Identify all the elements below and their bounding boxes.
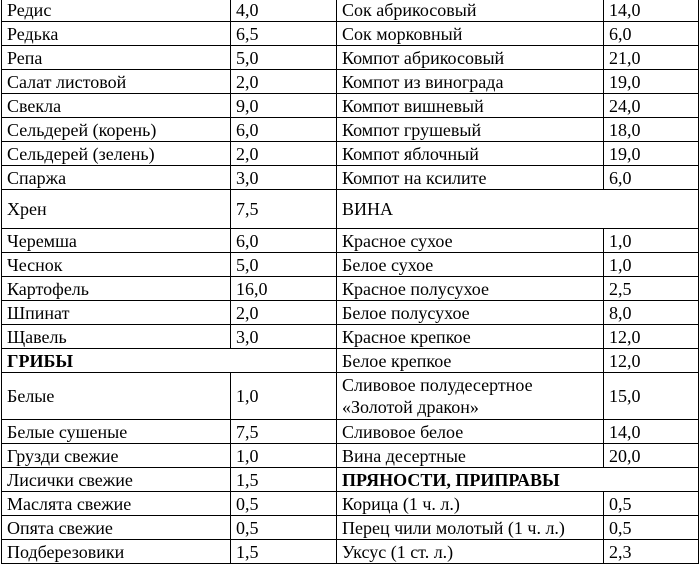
- product-name: Перец чили молотый (1 ч. л.): [337, 516, 604, 540]
- table-row: [2, 468, 699, 492]
- carb-value: 12,0: [604, 325, 699, 349]
- product-name: Опята свежие: [2, 516, 231, 540]
- carb-value: 8,0: [604, 301, 699, 325]
- product-name: Компот яблочный: [337, 142, 604, 166]
- product-name: Хрен: [2, 190, 231, 229]
- product-name: Спаржа: [2, 166, 231, 190]
- table-row: [2, 94, 699, 118]
- product-name: Вина десертные: [337, 444, 604, 468]
- product-name: Лисички свежие: [2, 468, 231, 492]
- section-heading: ПРЯНОСТИ, ПРИПРАВЫ: [337, 468, 699, 492]
- carb-value: 19,0: [604, 142, 699, 166]
- carb-value: 1,0: [231, 373, 337, 420]
- product-name: Белое полусухое: [337, 301, 604, 325]
- product-name: Щавель: [2, 325, 231, 349]
- carb-value: 9,0: [231, 94, 337, 118]
- product-name: Компот вишневый: [337, 94, 604, 118]
- table-row: [2, 301, 699, 325]
- table-row: [2, 166, 699, 190]
- table-row: [2, 277, 699, 301]
- carb-value: 12,0: [604, 349, 699, 373]
- product-name: Маслята свежие: [2, 492, 231, 516]
- carb-value: 6,5: [231, 22, 337, 46]
- product-name: Шпинат: [2, 301, 231, 325]
- table-row: [2, 46, 699, 70]
- product-name: Чеснок: [2, 253, 231, 277]
- product-name: Компот на ксилите: [337, 166, 604, 190]
- section-heading: ВИНА: [337, 190, 699, 229]
- product-name: Компот из винограда: [337, 70, 604, 94]
- carb-value: 1,5: [231, 540, 337, 564]
- carb-value: 0,5: [604, 492, 699, 516]
- carb-value: 7,5: [231, 420, 337, 444]
- product-name: Салат листовой: [2, 70, 231, 94]
- carb-value: 19,0: [604, 70, 699, 94]
- carb-value: 6,0: [604, 166, 699, 190]
- product-name: Сливовое полудесертное «Золотой дракон»: [337, 373, 604, 420]
- table-row: [2, 373, 699, 420]
- carb-value: 2,0: [231, 70, 337, 94]
- product-name: Компот грушевый: [337, 118, 604, 142]
- table-row: [2, 540, 699, 564]
- product-name: Грузди свежие: [2, 444, 231, 468]
- product-name: Белые сушеные: [2, 420, 231, 444]
- product-name: Сливовое белое: [337, 420, 604, 444]
- carb-value: 2,5: [604, 277, 699, 301]
- product-name: Белое крепкое: [337, 349, 604, 373]
- table-row: [2, 492, 699, 516]
- carb-value: 6,0: [604, 22, 699, 46]
- carb-value: 21,0: [604, 46, 699, 70]
- carb-value: 5,0: [231, 46, 337, 70]
- carb-value: 1,0: [604, 229, 699, 253]
- table-row: [2, 349, 699, 373]
- carb-value: 3,0: [231, 325, 337, 349]
- product-name: Сок абрикосовый: [337, 0, 604, 22]
- carb-value: 14,0: [604, 0, 699, 22]
- product-name: Сок морковный: [337, 22, 604, 46]
- table-row: [2, 325, 699, 349]
- product-name: Картофель: [2, 277, 231, 301]
- table-row: [2, 190, 699, 229]
- carb-value: 18,0: [604, 118, 699, 142]
- product-name: Подберезовики: [2, 540, 231, 564]
- table-body: [2, 0, 699, 564]
- table-row: [2, 253, 699, 277]
- carb-value: 24,0: [604, 94, 699, 118]
- product-name: Белое сухое: [337, 253, 604, 277]
- carb-value: 1,0: [231, 444, 337, 468]
- table-row: [2, 516, 699, 540]
- carb-value: 7,5: [231, 190, 337, 229]
- product-name: Сельдерей (зелень): [2, 142, 231, 166]
- table-row: [2, 118, 699, 142]
- carb-value: 6,0: [231, 118, 337, 142]
- table-row: [2, 0, 699, 22]
- table-row: [2, 420, 699, 444]
- product-name: Сельдерей (корень): [2, 118, 231, 142]
- product-name: Черемша: [2, 229, 231, 253]
- carb-value: 0,5: [604, 516, 699, 540]
- carbohydrate-table: [1, 0, 699, 564]
- product-name: Корица (1 ч. л.): [337, 492, 604, 516]
- carb-value: 5,0: [231, 253, 337, 277]
- table-row: [2, 444, 699, 468]
- product-name: Белые: [2, 373, 231, 420]
- carb-value: 6,0: [231, 229, 337, 253]
- product-name: Редис: [2, 0, 231, 22]
- carb-value: 1,5: [231, 468, 337, 492]
- product-name: Красное крепкое: [337, 325, 604, 349]
- carb-value: 2,0: [231, 142, 337, 166]
- carb-value: 0,5: [231, 492, 337, 516]
- product-name: Красное сухое: [337, 229, 604, 253]
- carb-value: 14,0: [604, 420, 699, 444]
- carb-value: 1,0: [604, 253, 699, 277]
- carb-value: 3,0: [231, 166, 337, 190]
- carb-value: 2,0: [231, 301, 337, 325]
- product-name: Уксус (1 ст. л.): [337, 540, 604, 564]
- table-row: [2, 22, 699, 46]
- product-name: Репа: [2, 46, 231, 70]
- carb-value: 4,0: [231, 0, 337, 22]
- carb-value: 0,5: [231, 516, 337, 540]
- product-name: Красное полусухое: [337, 277, 604, 301]
- product-name: Компот абрикосовый: [337, 46, 604, 70]
- product-name: Свекла: [2, 94, 231, 118]
- table-row: [2, 142, 699, 166]
- carb-value: 2,3: [604, 540, 699, 564]
- carb-value: 20,0: [604, 444, 699, 468]
- section-heading: ГРИБЫ: [2, 349, 337, 373]
- table-row: [2, 229, 699, 253]
- table-row: [2, 70, 699, 94]
- carb-value: 16,0: [231, 277, 337, 301]
- product-name: Редька: [2, 22, 231, 46]
- carb-value: 15,0: [604, 373, 699, 420]
